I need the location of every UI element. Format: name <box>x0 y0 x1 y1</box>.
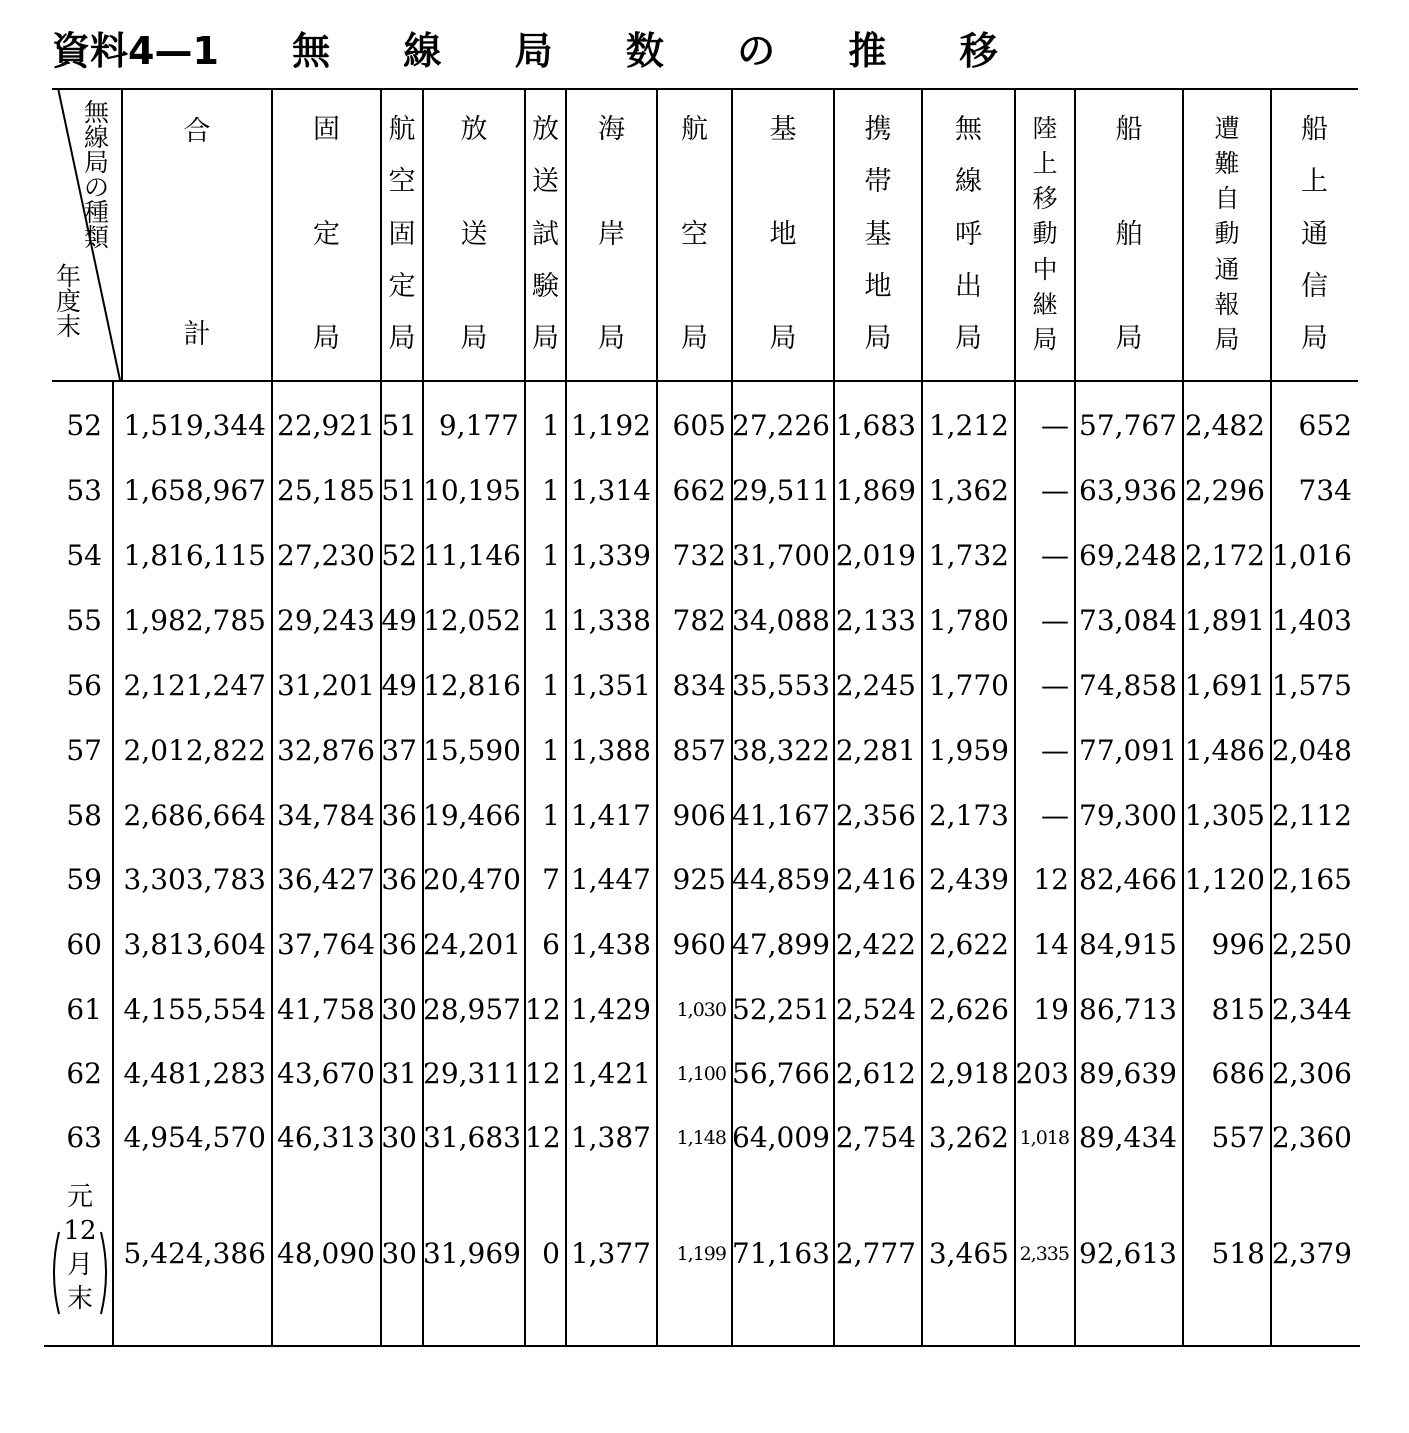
header-char: 難 <box>1214 149 1240 179</box>
table-cell: 27,230 <box>277 539 375 572</box>
table-cell: 12,816 <box>423 669 521 702</box>
corner-station-type <box>84 100 109 250</box>
table-cell: 203 <box>1015 1057 1069 1090</box>
table-cell: 74,858 <box>1079 669 1177 702</box>
header-char: 信 <box>1301 270 1328 302</box>
header-char: 船 <box>1115 114 1143 145</box>
header-char: の <box>84 173 110 202</box>
table-cell: 3,262 <box>928 1121 1009 1154</box>
table-cell: — <box>1041 539 1069 572</box>
header-char: 上 <box>1032 149 1058 179</box>
table-cell: 4,954,570 <box>123 1121 266 1154</box>
header-char: 固 <box>313 114 340 145</box>
table-cell: 22,921 <box>277 409 375 442</box>
table-cell: 1,100 <box>676 1063 726 1085</box>
column-header-broadcast <box>423 116 525 352</box>
table-cell: 19 <box>1033 993 1069 1026</box>
header-char: 携 <box>864 114 892 145</box>
table-cell: 89,639 <box>1079 1057 1177 1090</box>
table-cell: — <box>1041 734 1069 767</box>
table-cell: 2,344 <box>1271 993 1352 1026</box>
table-cell: 82,466 <box>1079 863 1177 896</box>
table-cell: 79,300 <box>1079 799 1177 832</box>
table-cell: 1,683 <box>835 409 916 442</box>
table-cell: 9,177 <box>438 409 519 442</box>
table-cell: 2,296 <box>1184 474 1265 507</box>
table-cell: 12 <box>525 993 561 1026</box>
table-cell: 5,424,386 <box>123 1237 266 1270</box>
table-cell: 77,091 <box>1079 734 1177 767</box>
row-year: 63 <box>66 1121 102 1154</box>
header-char: 線 <box>84 123 110 152</box>
table-cell: 1,417 <box>570 799 651 832</box>
header-char: 航 <box>388 114 416 145</box>
table-cell: 34,088 <box>732 604 830 637</box>
table-cell: 1,770 <box>928 669 1009 702</box>
table-cell: 2,173 <box>928 799 1009 832</box>
table-cell: 2,918 <box>928 1057 1009 1090</box>
table-cell: 30 <box>381 1237 417 1270</box>
header-char: 岸 <box>598 218 625 250</box>
title-char: 線 <box>403 29 442 73</box>
header-char: 局 <box>1214 324 1240 354</box>
table-cell: 2,165 <box>1271 863 1352 896</box>
row-year: 58 <box>66 799 102 832</box>
header-char: 局 <box>955 323 982 354</box>
header-char: 中 <box>1032 254 1058 284</box>
table-cell: 1,148 <box>676 1127 726 1149</box>
header-char: 通 <box>1301 218 1328 250</box>
title-char: 局 <box>514 29 553 73</box>
table-cell: 37 <box>381 734 417 767</box>
table-cell: 15,590 <box>423 734 521 767</box>
header-char: 局 <box>681 323 708 354</box>
table-cell: 3,465 <box>928 1237 1009 1270</box>
table-cell: 1,377 <box>570 1237 651 1270</box>
header-char: 局 <box>598 323 625 354</box>
header-char: 報 <box>1214 289 1240 319</box>
table-cell: 12 <box>525 1057 561 1090</box>
table-cell: 1,351 <box>570 669 651 702</box>
year-part: 末 <box>66 1284 93 1314</box>
header-char: 局 <box>460 323 488 354</box>
table-cell: 34,784 <box>277 799 375 832</box>
table-cell: 10,195 <box>423 474 521 507</box>
table-cell: 56,766 <box>732 1057 830 1090</box>
header-char: 験 <box>532 270 559 302</box>
table-cell: 12 <box>1033 863 1069 896</box>
table-cell: 1,519,344 <box>123 409 266 442</box>
table-cell: 605 <box>672 409 726 442</box>
table-cell: 41,167 <box>732 799 830 832</box>
table-cell: 4,481,283 <box>123 1057 266 1090</box>
header-char: 計 <box>183 319 211 350</box>
header-char: 年 <box>56 262 82 291</box>
table-cell: 31 <box>381 1057 417 1090</box>
table-cell: 32,876 <box>277 734 375 767</box>
table-cell: 25,185 <box>277 474 375 507</box>
header-char: 空 <box>388 166 416 198</box>
table-cell: 51 <box>381 474 417 507</box>
header-char: 局 <box>864 323 892 354</box>
table-cell: 1,959 <box>928 734 1009 767</box>
header-char: 局 <box>1301 323 1328 354</box>
row-year: 61 <box>66 993 102 1026</box>
year-parentheses <box>47 1228 113 1318</box>
header-char: 移 <box>1032 184 1058 214</box>
table-cell: 2,482 <box>1184 409 1265 442</box>
year-part: 月 <box>66 1250 93 1280</box>
table-cell: 3,303,783 <box>123 863 266 896</box>
table-cell: 46,313 <box>277 1121 375 1154</box>
title-char: 無 <box>292 29 331 73</box>
table-cell: 1 <box>542 669 560 702</box>
table-cell: 6 <box>542 928 560 961</box>
table-cell: 1,575 <box>1271 669 1352 702</box>
table-cell: 29,243 <box>277 604 375 637</box>
row-year: 54 <box>66 539 102 572</box>
header-char: 遭 <box>1214 114 1240 143</box>
table-cell: 2,281 <box>835 734 916 767</box>
table-cell: 1,429 <box>570 993 651 1026</box>
table-cell: — <box>1041 474 1069 507</box>
table-cell: 27,226 <box>732 409 830 442</box>
table-cell: 31,683 <box>423 1121 521 1154</box>
table-cell: 2,524 <box>835 993 916 1026</box>
table-cell: 1,438 <box>570 928 651 961</box>
table-cell: 19,466 <box>423 799 521 832</box>
column-header-onboard <box>1271 116 1358 352</box>
table-cell: 2,306 <box>1271 1057 1352 1090</box>
header-char: 自 <box>1214 184 1240 214</box>
table-cell: 1,305 <box>1184 799 1265 832</box>
table-cell: 20,470 <box>423 863 521 896</box>
table-cell: 1,658,967 <box>123 474 266 507</box>
title-label: 資料4—1 <box>52 29 219 73</box>
table-cell: 557 <box>1211 1121 1265 1154</box>
header-char: 送 <box>460 218 488 250</box>
header-char: 局 <box>1115 323 1143 354</box>
table-cell: 2,356 <box>835 799 916 832</box>
row-year: 53 <box>66 474 102 507</box>
header-char: 海 <box>598 114 625 145</box>
table-cell: 2,777 <box>835 1237 916 1270</box>
header-char: 呼 <box>955 218 982 250</box>
table-cell: 1,869 <box>835 474 916 507</box>
header-char: 局 <box>769 323 797 354</box>
header-char: 類 <box>84 223 110 252</box>
table-cell: 71,163 <box>732 1237 830 1270</box>
table-cell: 1,388 <box>570 734 651 767</box>
table-cell: 86,713 <box>1079 993 1177 1026</box>
table-cell: 2,250 <box>1271 928 1352 961</box>
header-char: 舶 <box>1115 218 1143 250</box>
table-cell: 14 <box>1033 928 1069 961</box>
table-cell: 1,338 <box>570 604 651 637</box>
table-cell: 0 <box>542 1237 560 1270</box>
table-cell: 43,670 <box>277 1057 375 1090</box>
table-cell: 49 <box>381 604 417 637</box>
column-header-distress <box>1183 116 1271 352</box>
header-char: 固 <box>388 218 416 250</box>
table-cell: 2,416 <box>835 863 916 896</box>
table-cell: 47,899 <box>732 928 830 961</box>
table-cell: 36 <box>381 863 417 896</box>
header-char: 放 <box>460 114 488 145</box>
table-cell: 89,434 <box>1079 1121 1177 1154</box>
table-cell: 2,686,664 <box>123 799 266 832</box>
table-cell: — <box>1041 409 1069 442</box>
header-char: 動 <box>1032 219 1058 249</box>
table-cell: 1,982,785 <box>123 604 266 637</box>
header-char: 帯 <box>864 166 892 198</box>
table-cell: 2,754 <box>835 1121 916 1154</box>
table-cell: 1 <box>542 474 560 507</box>
table-cell: 52,251 <box>732 993 830 1026</box>
table-cell: 815 <box>1211 993 1265 1026</box>
corner-year-end <box>56 264 81 339</box>
header-char: 送 <box>532 166 559 198</box>
table-cell: 29,511 <box>732 474 830 507</box>
table-cell: 92,613 <box>1079 1237 1177 1270</box>
column-header-portable-base <box>834 116 922 352</box>
table-cell: 44,859 <box>732 863 830 896</box>
header-char: 無 <box>84 98 110 127</box>
table-cell: 1,891 <box>1184 604 1265 637</box>
table-cell: 24,201 <box>423 928 521 961</box>
table-cell: 2,121,247 <box>123 669 266 702</box>
table-cell: 1,403 <box>1271 604 1352 637</box>
table-cell: 2,439 <box>928 863 1009 896</box>
column-header-base <box>732 116 834 352</box>
table-cell: 1,314 <box>570 474 651 507</box>
table-cell: 30 <box>381 1121 417 1154</box>
table-cell: 41,758 <box>277 993 375 1026</box>
table-cell: 1 <box>542 734 560 767</box>
table-cell: 2,245 <box>835 669 916 702</box>
table-cell: 2,048 <box>1271 734 1352 767</box>
table-cell: 782 <box>672 604 726 637</box>
header-char: 定 <box>388 270 416 302</box>
table-cell: 996 <box>1211 928 1265 961</box>
table-cell: 73,084 <box>1079 604 1177 637</box>
table-cell: 662 <box>672 474 726 507</box>
header-char: 継 <box>1032 289 1058 319</box>
column-header-fixed <box>272 116 381 352</box>
header-char: 船 <box>1301 114 1328 145</box>
column-divider <box>112 380 114 1345</box>
table-cell: 1 <box>542 409 560 442</box>
table-cell: 834 <box>672 669 726 702</box>
row-year: 60 <box>66 928 102 961</box>
header-char: 地 <box>769 218 797 250</box>
table-cell: 2,335 <box>1019 1243 1069 1265</box>
table-cell: 3,813,604 <box>123 928 266 961</box>
column-header-total <box>122 118 272 348</box>
header-char: 通 <box>1214 254 1240 284</box>
header-char: 試 <box>532 218 559 250</box>
header-char: 末 <box>56 312 82 341</box>
table-cell: 69,248 <box>1079 539 1177 572</box>
column-header-aero-fixed <box>381 116 423 352</box>
table-cell: 686 <box>1211 1057 1265 1090</box>
year-part: 元 <box>66 1182 93 1212</box>
header-bottom-rule <box>52 380 1358 382</box>
column-header-aero <box>657 116 732 352</box>
header-char: 空 <box>681 218 708 250</box>
table-cell: 57,767 <box>1079 409 1177 442</box>
row-year: 59 <box>66 863 102 896</box>
header-char: 種 <box>84 198 110 227</box>
table-cell: 1,030 <box>676 999 726 1021</box>
header-char: 基 <box>864 218 892 250</box>
table-cell: 1,732 <box>928 539 1009 572</box>
row-year: 57 <box>66 734 102 767</box>
table-top-rule <box>52 88 1358 90</box>
table-cell: 37,764 <box>277 928 375 961</box>
table-cell: 2,360 <box>1271 1121 1352 1154</box>
table-cell: 2,612 <box>835 1057 916 1090</box>
table-cell: 11,146 <box>423 539 521 572</box>
table-cell: 1,120 <box>1184 863 1265 896</box>
table-cell: 734 <box>1298 474 1352 507</box>
table-cell: 1,018 <box>1019 1127 1069 1149</box>
table-cell: 906 <box>672 799 726 832</box>
table-cell: 1,199 <box>676 1243 726 1265</box>
table-cell: 64,009 <box>732 1121 830 1154</box>
table-cell: 28,957 <box>423 993 521 1026</box>
title-char: 数 <box>625 29 664 73</box>
header-char: 出 <box>955 270 982 302</box>
table-cell: 63,936 <box>1079 474 1177 507</box>
table-cell: 51 <box>381 409 417 442</box>
table-cell: 31,201 <box>277 669 375 702</box>
column-header-broadcast-test <box>525 116 566 352</box>
table-cell: 652 <box>1298 409 1352 442</box>
header-char: 基 <box>769 114 797 145</box>
header-char: 航 <box>681 114 708 145</box>
table-cell: 36,427 <box>277 863 375 896</box>
table-cell: 49 <box>381 669 417 702</box>
row-year: 55 <box>66 604 102 637</box>
table-cell: 1,421 <box>570 1057 651 1090</box>
table-cell: 2,019 <box>835 539 916 572</box>
table-cell: 35,553 <box>732 669 830 702</box>
table-cell: 52 <box>381 539 417 572</box>
header-char: 放 <box>532 114 559 145</box>
table-cell: — <box>1041 669 1069 702</box>
table-cell: 1,691 <box>1184 669 1265 702</box>
table-bottom-rule <box>44 1345 1360 1347</box>
table-cell: 31,969 <box>423 1237 521 1270</box>
header-char: 局 <box>313 323 340 354</box>
table-cell: 732 <box>672 539 726 572</box>
table-cell: 518 <box>1211 1237 1265 1270</box>
table-cell: 925 <box>672 863 726 896</box>
table-cell: 1,447 <box>570 863 651 896</box>
table-cell: — <box>1041 799 1069 832</box>
table-cell: 12,052 <box>423 604 521 637</box>
table-cell: 2,379 <box>1271 1237 1352 1270</box>
table-cell: 36 <box>381 799 417 832</box>
table-cell: 1,212 <box>928 409 1009 442</box>
table-cell: 1 <box>542 539 560 572</box>
table-cell: 38,322 <box>732 734 830 767</box>
table-cell: 48,090 <box>277 1237 375 1270</box>
table-cell: 2,172 <box>1184 539 1265 572</box>
row-year: 52 <box>66 409 102 442</box>
table-cell: 1 <box>542 799 560 832</box>
header-char: 無 <box>955 114 982 145</box>
header-char: 定 <box>313 218 340 250</box>
header-char: 陸 <box>1032 114 1058 143</box>
title-char: 移 <box>959 29 998 73</box>
table-cell: 857 <box>672 734 726 767</box>
header-char: 局 <box>388 323 416 354</box>
year-part: 12 <box>63 1216 97 1246</box>
column-header-ship <box>1075 116 1183 352</box>
table-cell: 2,012,822 <box>123 734 266 767</box>
header-char: 地 <box>864 270 892 302</box>
header-char: 局 <box>1032 324 1058 354</box>
header-char: 度 <box>56 287 82 316</box>
table-cell: 960 <box>672 928 726 961</box>
table-cell: 12 <box>525 1121 561 1154</box>
table-cell: 1,362 <box>928 474 1009 507</box>
table-cell: 1,016 <box>1271 539 1352 572</box>
table-cell: 2,622 <box>928 928 1009 961</box>
table-cell: 1,339 <box>570 539 651 572</box>
header-char: 上 <box>1301 166 1328 198</box>
row-year: 62 <box>66 1057 102 1090</box>
table-cell: 7 <box>542 863 560 896</box>
header-char: 局 <box>532 323 559 354</box>
table-cell: 30 <box>381 993 417 1026</box>
table-cell: 31,700 <box>732 539 830 572</box>
table-cell: 36 <box>381 928 417 961</box>
table-cell: — <box>1041 604 1069 637</box>
header-char: 動 <box>1214 219 1240 249</box>
header-char: 合 <box>183 116 211 147</box>
header-char: 局 <box>84 148 110 177</box>
table-cell: 1,387 <box>570 1121 651 1154</box>
table-cell: 1,780 <box>928 604 1009 637</box>
title-char: 推 <box>848 29 887 73</box>
table-cell: 1,192 <box>570 409 651 442</box>
table-cell: 84,915 <box>1079 928 1177 961</box>
header-char: 線 <box>955 166 982 198</box>
table-cell: 2,422 <box>835 928 916 961</box>
table-cell: 2,626 <box>928 993 1009 1026</box>
table-cell: 2,133 <box>835 604 916 637</box>
column-header-paging <box>922 116 1015 352</box>
table-cell: 1,486 <box>1184 734 1265 767</box>
column-header-coast <box>566 116 657 352</box>
table-cell: 1,816,115 <box>123 539 266 572</box>
page-title <box>52 26 998 76</box>
table-cell: 1 <box>542 604 560 637</box>
row-year: 56 <box>66 669 102 702</box>
table-cell: 29,311 <box>423 1057 521 1090</box>
table-cell: 2,112 <box>1271 799 1352 832</box>
column-header-land-relay <box>1015 116 1075 352</box>
title-char: の <box>737 29 776 73</box>
table-cell: 4,155,554 <box>123 993 266 1026</box>
